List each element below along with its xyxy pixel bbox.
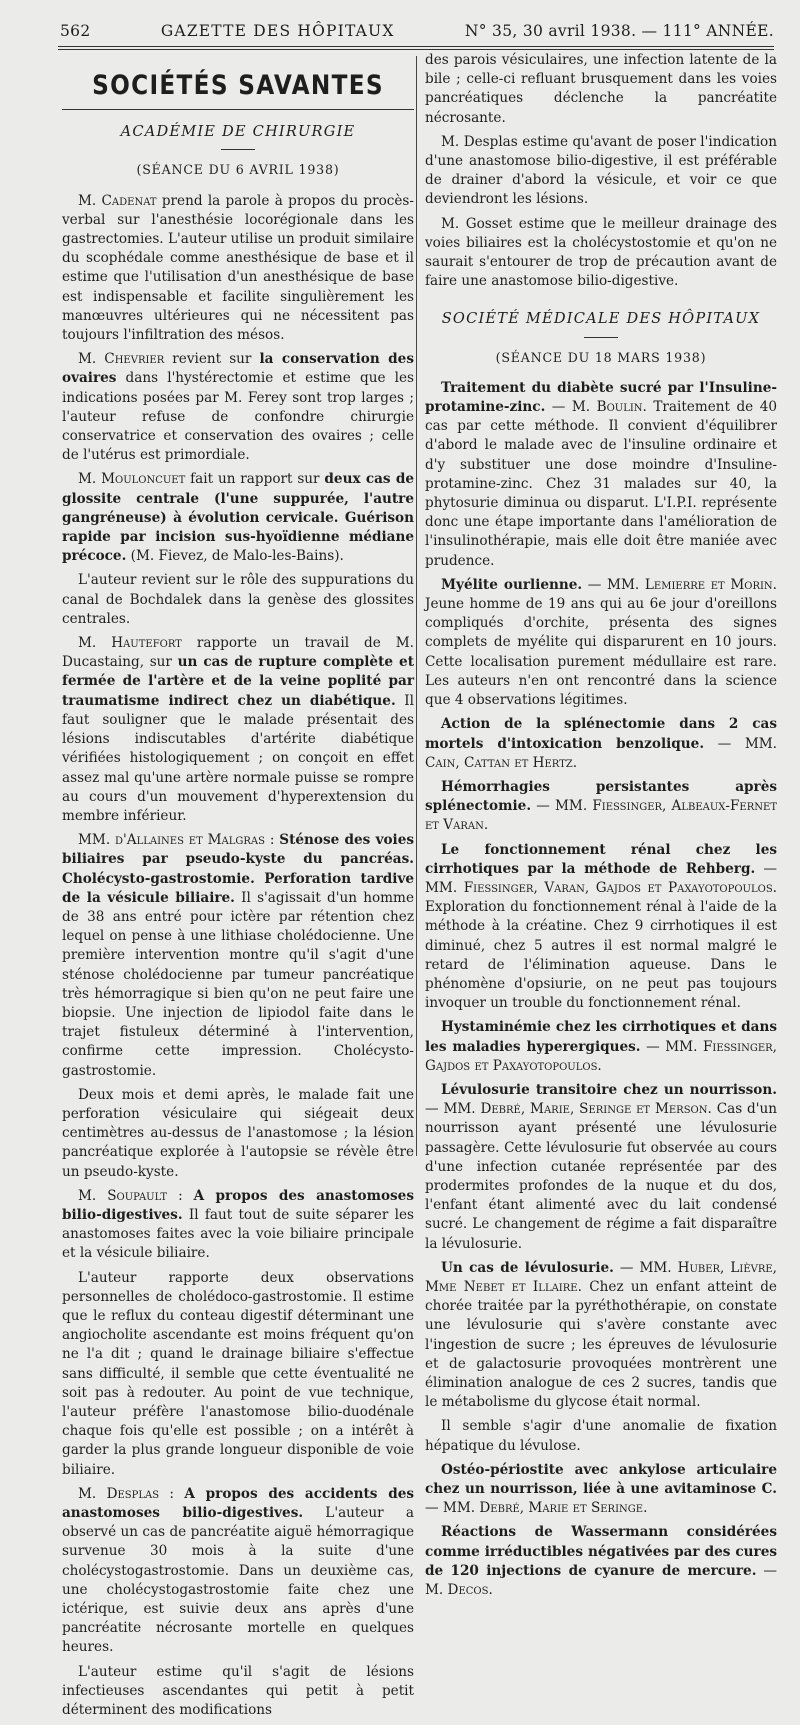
entry-title: Un cas de lévulosurie.	[441, 1259, 614, 1276]
entry-title: Ostéo-périostite avec ankylose articulaire chez un nourrisson, liée à une avitaminose C.	[425, 1461, 777, 1498]
entry	[425, 841, 777, 1014]
title-rule	[62, 109, 414, 110]
paragraph: L'auteur rapporte deux observations personnelles de cholédoco-gastrostomie. Il estime que le reflux du conteau digestif déterminant une angiocholite ascendante est moins fréquent qu'on ne l'a dit ; quand le drainage biliaire s'effectue sans difficulté, il semble que cette éventualité ne soit pas à redouter. Au point de vue technique, l'auteur préfère l'anastomose bilio-duodénale chaque fois qu'elle est possible ; on a intérêt à garder la plus grande longueur disponible de voie biliaire.	[62, 1269, 414, 1478]
paragraph: des parois vésiculaires, une infection latente de la bile ; celle-ci refluant brusquement dans les voies pancréatiques déclenche la pancréatite nécrosante.	[425, 52, 777, 126]
entry-title: Myélite ourlienne.	[441, 576, 583, 593]
author-names: M. Desplas	[78, 1485, 160, 1502]
paragraph-text: Il faut souligner que le malade présentait des lésions indiscutables d'artérite diabétique vérifiées histologiquement ; on conçoit en effet assez mal qu'une artère normale puisse se rompre au cours d'un mouvement d'hyperextension du membre inférieur.	[62, 692, 414, 824]
paragraph-text: :	[167, 1187, 194, 1204]
entry	[425, 715, 777, 773]
paragraph-text: revient sur	[164, 351, 260, 368]
author-names: — MM. Fiessinger, Gajdos et Paxayotopoulos.	[425, 1038, 777, 1074]
section-title: SOCIÉTÉS SAVANTES	[92, 70, 384, 101]
topic-title: Sténose des voies biliaires par pseudo-kyste du pancréas. Cholécysto-gastrostomie. Perforation tardive de la vésicule biliaire.	[62, 832, 414, 906]
author-names: — MM. Debré, Marie et Seringe.	[425, 1500, 648, 1517]
author-names: — MM. Cain, Cattan et Hertz.	[425, 735, 777, 771]
topic-title: A propos des anastomoses bilio-digestives.	[62, 1187, 414, 1223]
right-column	[425, 51, 777, 1605]
short-rule	[221, 149, 255, 150]
author-names: — MM. Fiessinger, Varan, Gajdos et Paxayotopoulos.	[425, 860, 777, 896]
entry-title: Réactions de Wassermann considérées comme irréductibles négativées par des cures de 120 injections de cyanure de mercure.	[425, 1524, 777, 1579]
topic-title: A propos des accidents des anastomoses bilio-digestives.	[62, 1485, 414, 1522]
entry	[425, 576, 777, 710]
paragraph-text: L'auteur a observé un cas de pancréatite aiguë hémorragique survenue 30 mois à la suite d'une cholécystogastrostomie. Dans un deuxième cas, une cholécystogastrostomie faite chez une ictérique, est suivie deux ans après d'une pancréatite nécrosante mortelle en quelques heures.	[62, 1505, 414, 1656]
author-names: M. Mouloncuet	[78, 471, 186, 488]
author-names: M. Soupault	[78, 1187, 168, 1204]
paragraph-text: dans l'hystérectomie et estime que les indications posées par M. Ferey sont trop larges ; l'auteur refuse de confondre chirurgie conservatrice et conservation des ovaires ; celle de l'utérus est primordiale.	[62, 370, 414, 464]
author-names: M. Hautefort	[78, 635, 182, 652]
entry	[425, 778, 777, 836]
paragraph	[62, 634, 414, 826]
topic-title: deux cas de glossite centrale (l'une suppurée, l'autre gangréneuse) à évolution cervicale. Guérison rapide par incision sus-hyoïdienne médiane précoce.	[62, 471, 414, 565]
author-names: MM. d'Allaines et Malgras	[78, 832, 265, 849]
author-names: M. Cadenat	[78, 192, 157, 209]
topic-title: un cas de rupture complète et fermée de l'artère et de la veine poplité par traumatisme indirect chez un diabétique.	[62, 654, 414, 709]
author-names: — MM. Debré, Marie, Seringe et Merson.	[425, 1101, 712, 1118]
entry	[425, 1523, 777, 1600]
entry-text: Chez un enfant atteint de chorée traitée par la pyréthothérapie, on constate une lévulosurie qui s'avère constante avec l'ingestion de sucre ; les épreuves de lévulosurie et de galactosurie provoquées montrèrent une élimination analogue de ces 2 sucres, tandis que le métabolisme du glycose était normal.	[425, 1278, 777, 1411]
entry-title: Hystaminémie chez les cirrhotiques et dans les maladies hyperergiques.	[425, 1019, 777, 1055]
entry	[425, 1259, 777, 1413]
academy-heading: ACADÉMIE DE CHIRURGIE	[120, 123, 356, 141]
paragraph-text: prend la parole à propos du procès-verbal sur l'anesthésie locorégionale dans les gastrectomies. L'auteur utilise un produit similaire du scophédale comme anesthésique de base et il estime que l'utilisation d'un anesthésique de base est indispensable et facilite singulièrement les manœuvres ultérieures qui ne nécessitent pas toujours l'infiltration des mésos.	[62, 192, 414, 344]
entry-text: Traitement de 40 cas par cette méthode. Il convient d'équilibrer d'abord le malade avec de l'insuline ordinaire et d'y substituer une dose moindre d'Insuline-protamine-zinc. Chez 31 malades sur 40, la phytosurie diminua ou disparut. L'I.P.I. représente donc une étape importante dans l'amélioration de l'insulinothérapie, mais elle doit être maniée avec prudence.	[425, 399, 777, 569]
paragraph-text: fait un rapport sur	[185, 471, 325, 488]
seance-date: (SÉANCE DU 18 MARS 1938)	[495, 349, 707, 365]
seance-date: (SÉANCE DU 6 AVRIL 1938)	[136, 162, 340, 178]
journal-title: GAZETTE DES HÔPITAUX	[160, 22, 395, 40]
paragraph	[62, 1187, 414, 1264]
paragraph	[62, 350, 414, 465]
paragraph	[62, 831, 414, 1081]
short-rule	[584, 337, 618, 338]
topic-title: la conservation des ovaires	[62, 351, 414, 387]
paragraph-text: Il faut tout de suite séparer les anastomoses faites avec la voie biliaire principale et la vésicule biliaire.	[62, 1206, 414, 1262]
author-names: M. Chevrier	[78, 351, 165, 368]
paragraph	[62, 192, 414, 346]
society-heading: SOCIÉTÉ MÉDICALE DES HÔPITAUX	[441, 310, 761, 328]
entry	[425, 1461, 777, 1519]
entry	[425, 379, 777, 571]
entry-text: Exploration du fonctionnement rénal à l'aide de la méthode à la créatine. Chez 9 cirrhotiques il est diminué, chez 5 autres il est normal malgré le retard de l'élimination aqueuse. Dans le phénomène d'opsiurie, on ne peut pas toujours invoquer un trouble du fonctionnement rénal.	[425, 899, 777, 1012]
column-divider	[416, 56, 417, 1156]
paragraph	[62, 470, 414, 566]
header-rule-double	[58, 49, 774, 50]
header-rule	[58, 46, 774, 47]
author-names: — M. Decos.	[425, 1562, 777, 1599]
left-column	[62, 56, 414, 1725]
issue-info: N° 35, 30 avril 1938. — 111° ANNÉE.	[464, 22, 774, 40]
entry-title: Traitement du diabète sucré par l'Insuline-protamine-zinc.	[425, 379, 777, 416]
entry-text: Cas d'un nourrisson ayant présenté une lévulosurie passagère. Cette lévulosurie fut observée au cours d'une infection cutanée représentée par des prodermites profondes de la nuque et du dos, l'enfant étant alimenté avec du lait condensé sucré. Le changement de régime a fait disparaître la lévulosurie.	[425, 1101, 777, 1252]
author-names: — M. Boulin.	[545, 399, 647, 416]
paragraph	[62, 1485, 414, 1658]
author-names: — MM. Huber, Lièvre, Mme Nebet et Illaire.	[425, 1259, 778, 1295]
paragraph-text: (M. Fievez, de Malo-les-Bains).	[126, 548, 344, 565]
paragraph-text: Il s'agissait d'un homme de 38 ans entré pour ictère par rétention chez lequel on pense à une lithiase cholédocienne. Une première intervention montre qu'il s'agit d'une sténose cholédocienne par tumeur pancréatique très hémorragique si bien qu'on ne peut faire une biopsie. Une injection de lipiodol faite dans le trajet fistuleux déterminé à l'intervention, confirme cette impression. Cholécysto-gastrostomie.	[62, 889, 414, 1079]
paragraph-text: rapporte un travail de M. Ducastaing, sur	[62, 635, 414, 671]
paragraph: Deux mois et demi après, le malade fait une perforation vésiculaire qui siégeait deux centimètres au-dessus de l'anastomose ; la lésion pancréatique explorée à l'autopsie se révèle être un pseudo-kyste.	[62, 1086, 414, 1180]
paragraph: L'auteur estime qu'il s'agit de lésions infectieuses ascendantes qui petit à petit déterminent des modifications	[62, 1663, 414, 1719]
paragraph-text: :	[159, 1485, 185, 1502]
paragraph: L'auteur revient sur le rôle des suppurations du canal de Bochdalek dans la genèse des glossites centrales.	[62, 572, 414, 627]
paragraph-text: :	[264, 832, 280, 849]
paragraph: M. Gosset estime que le meilleur drainage des voies biliaires est la cholécystostomie et qu'on ne saurait s'entourer de trop de précaution avant de faire une anastomose bilio-digestive.	[425, 215, 777, 290]
entry-title: Action de la splénectomie dans 2 cas mortels d'intoxication benzolique.	[425, 716, 777, 752]
entry-title: Lévulosurie transitoire chez un nourrisson.	[441, 1081, 777, 1098]
author-names: — MM. Fiessinger, Albeaux-Fernet et Varan.	[425, 798, 777, 834]
entry-text: Jeune homme de 19 ans qui au 6e jour d'oreillons compliqués d'orchite, présenta des signes complets de myélite qui disparurent en 10 jours. Cette localisation purement médullaire est rare. Les auteurs n'en ont rencontré dans la science que 4 observations légitimes.	[425, 596, 777, 709]
entry-title: Hémorrhagies persistantes après splénectomie.	[425, 778, 777, 815]
entry	[425, 1018, 777, 1076]
paragraph: M. Desplas estime qu'avant de poser l'indication d'une anastomose bilio-digestive, il est préférable de drainer d'abord la vésicule, et voir ce que deviendront les lésions.	[425, 133, 777, 208]
paragraph: Il semble s'agir d'une anomalie de fixation hépatique du lévulose.	[425, 1418, 777, 1454]
entry-title: Le fonctionnement rénal chez les cirrhotiques par la méthode de Rehberg.	[425, 841, 777, 877]
page-number: 562	[60, 22, 91, 40]
author-names: — MM. Lemierre et Morin.	[582, 576, 777, 593]
entry	[425, 1081, 777, 1254]
running-header	[60, 6, 774, 40]
